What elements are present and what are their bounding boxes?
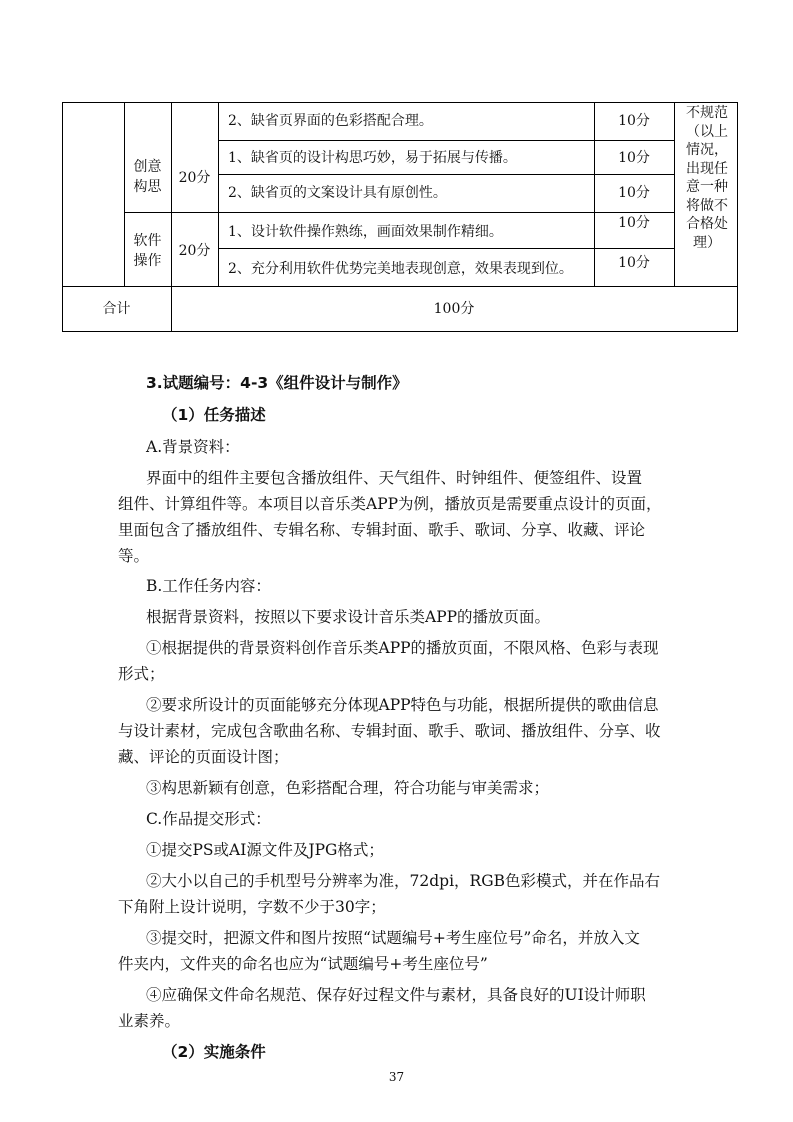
paragraph-line: 件夹内，文件夹的命名也应为“试题编号+考生座位号”	[118, 955, 488, 973]
criterion-text: 2、缺省页界面的色彩搭配合理。	[228, 113, 433, 129]
page-number: 37	[388, 1070, 405, 1084]
criterion-score: 10分	[618, 185, 650, 201]
total-label: 合计	[102, 301, 131, 317]
category-name: 软件	[133, 233, 162, 249]
paragraph-line: ①提交PS或AI源文件及JPG格式；	[146, 841, 384, 859]
scoring-table	[62, 102, 738, 332]
paragraph-line: 藏、评论的页面设计图；	[118, 748, 289, 766]
paragraph-line: ②要求所设计的页面能够充分体现APP特色与功能，根据所提供的歌曲信息	[146, 696, 659, 714]
criterion-text: 2、缺省页的文案设计具有原创性。	[228, 185, 447, 201]
criterion-text: 1、缺省页的设计构思巧妙，易于拓展与传播。	[228, 150, 517, 166]
criterion-score: 10分	[618, 113, 650, 129]
paragraph-line: ③构思新颖有创意，色彩搭配合理，符合功能与审美需求；	[146, 779, 550, 797]
remark-note: 不规范 （以上 情况， 出现任 意一种 将做不 合格处 理）	[686, 105, 728, 251]
criterion-text: 2、充分利用软件优势完美地表现创意，效果表现到位。	[228, 261, 573, 277]
paragraph-line: 等。	[118, 547, 150, 565]
category-name: 创意	[133, 159, 162, 175]
paragraph-line: 与设计素材，完成包含歌曲名称、专辑封面、歌手、歌词、播放组件、分享、收	[118, 722, 661, 740]
subsection-heading: （1）任务描述	[162, 406, 266, 424]
paragraph-line: 组件、计算组件等。本项目以音乐类APP为例，播放页是需要重点设计的页面，	[118, 495, 662, 513]
paragraph-line: 根据背景资料，按照以下要求设计音乐类APP的播放页面。	[146, 608, 551, 626]
subsection-heading: （2）实施条件	[162, 1043, 266, 1061]
paragraph-line: 里面包含了播放组件、专辑名称、专辑封面、歌手、歌词、分享、收藏、评论	[118, 521, 646, 539]
paragraph-line: ④应确保文件命名规范、保存好过程文件与素材，具备良好的UI设计师职	[146, 986, 646, 1004]
category-points: 20分	[178, 243, 211, 259]
criterion-text: 1、设计软件操作熟练，画面效果制作精细。	[228, 224, 503, 240]
paragraph-line: ②大小以自己的手机型号分辨率为准，72dpi，RGB色彩模式，并在作品右	[146, 872, 660, 890]
category-name: 操作	[133, 253, 162, 269]
paragraph-line: ③提交时，把源文件和图片按照“试题编号+考生座位号”命名，并放入文	[146, 929, 640, 947]
paragraph-line: 形式；	[118, 665, 165, 683]
paragraph-line: ①根据提供的背景资料创作音乐类APP的播放页面，不限风格、色彩与表现	[146, 639, 659, 657]
paragraph-label: B.工作任务内容：	[146, 577, 271, 595]
paragraph-line: 业素养。	[118, 1012, 181, 1030]
criterion-score: 10分	[618, 255, 650, 271]
criterion-score: 10分	[618, 150, 650, 166]
paragraph-label: A.背景资料：	[146, 438, 240, 456]
total-value: 100分	[433, 301, 475, 317]
category-points: 20分	[178, 170, 211, 186]
section-heading: 3.试题编号：4-3《组件设计与制作》	[146, 374, 408, 392]
paragraph-line: 界面中的组件主要包含播放组件、天气组件、时钟组件、便签组件、设置	[146, 469, 643, 487]
criterion-score: 10分	[618, 215, 650, 231]
paragraph-line: 下角附上设计说明，字数不少于30字；	[118, 898, 386, 916]
category-name: 构思	[133, 179, 162, 195]
paragraph-label: C.作品提交形式：	[146, 810, 271, 828]
